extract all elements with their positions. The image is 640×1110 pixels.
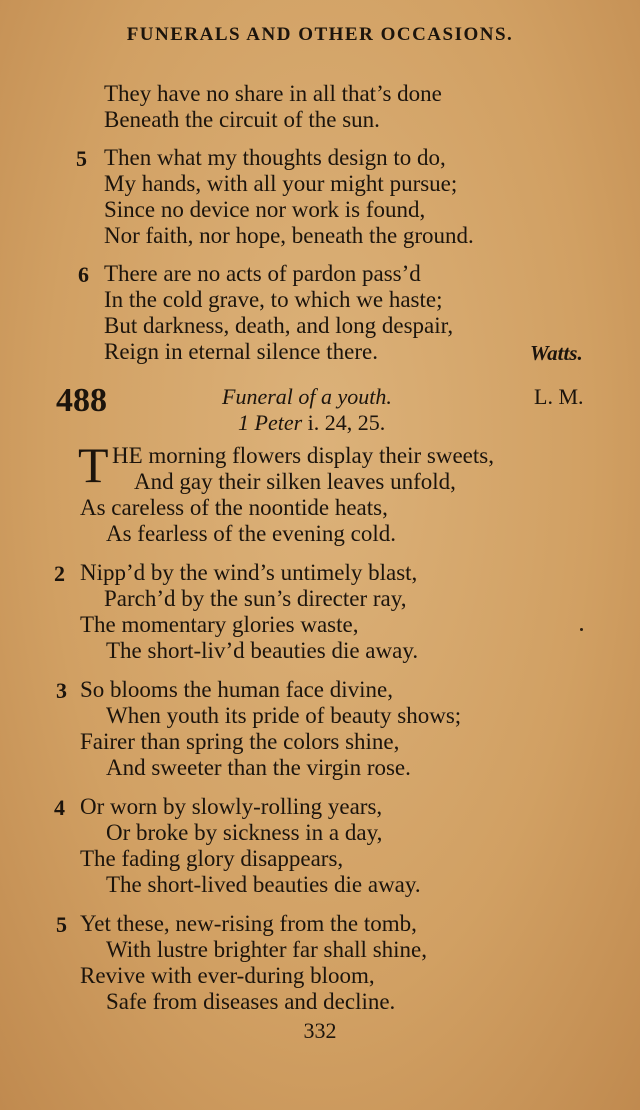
verse-line: Since no device nor work is found, — [104, 197, 426, 222]
verse-line: Yet these, new-rising from the tomb, — [80, 911, 417, 936]
page-number: 332 — [303, 1018, 337, 1043]
verse-line: And gay their silken leaves unfold, — [134, 469, 456, 494]
print-speck — [580, 628, 583, 631]
scripture-reference — [238, 410, 385, 436]
stanza-number: 4 — [54, 795, 65, 820]
drop-cap: T — [78, 437, 109, 493]
stanza-number: 5 — [56, 912, 67, 937]
verse-line: The fading glory disappears, — [80, 846, 344, 871]
scripture-book: 1 Peter — [238, 410, 303, 435]
verse-line: With lustre brighter far shall shine, — [106, 937, 427, 962]
verse-line: In the cold grave, to which we haste; — [104, 287, 443, 312]
verse-line: My hands, with all your might pursue; — [104, 171, 458, 196]
running-head: FUNERALS AND OTHER OCCASIONS. — [126, 24, 514, 45]
verse-line: So blooms the human face divine, — [80, 677, 393, 702]
verse-line: They have no share in all that’s done — [104, 81, 442, 106]
verse-line: The short-lived beauties die away. — [106, 872, 421, 897]
verse-line: Or worn by slowly-rolling years, — [80, 794, 383, 819]
attribution: Watts. — [530, 341, 583, 365]
verse-line: Or broke by sickness in a day, — [106, 820, 383, 845]
stanza-number: 5 — [76, 146, 87, 171]
verse-line: The short-liv’d beauties die away. — [106, 638, 419, 663]
verse-line: Nor faith, nor hope, beneath the ground. — [104, 223, 474, 248]
verse-line: Beneath the circuit of the sun. — [104, 107, 380, 132]
verse-line: When youth its pride of beauty shows; — [106, 703, 462, 728]
verse-line: Fairer than spring the colors shine, — [80, 729, 400, 754]
verse-line: Then what my thoughts design to do, — [104, 145, 446, 170]
scripture-verse: i. 24, 25. — [307, 410, 386, 435]
verse-line: As fearless of the evening cold. — [106, 521, 396, 546]
verse-line: The momentary glories waste, — [80, 612, 359, 637]
verse-line: HE morning flowers display their sweets, — [112, 443, 494, 468]
stanza-number: 3 — [56, 678, 67, 703]
hymn-title: Funeral of a youth. — [222, 384, 392, 409]
verse-line: But darkness, death, and long despair, — [104, 313, 454, 338]
verse-line: And sweeter than the virgin rose. — [106, 755, 411, 780]
verse-line: Parch’d by the sun’s directer ray, — [104, 586, 407, 611]
verse-line: There are no acts of pardon pass’d — [104, 261, 421, 286]
stanza-number: 6 — [78, 262, 89, 287]
hymn-meter: L. M. — [534, 384, 584, 409]
verse-line: Safe from diseases and decline. — [106, 989, 396, 1014]
hymn-number: 488 — [56, 382, 107, 419]
verse-line: Revive with ever-during bloom, — [80, 963, 375, 988]
verse-line: Nipp’d by the wind’s untimely blast, — [80, 560, 418, 585]
stanza-number: 2 — [54, 561, 65, 586]
verse-line: As careless of the noontide heats, — [80, 495, 388, 520]
verse-line: Reign in eternal silence there. — [104, 339, 378, 364]
